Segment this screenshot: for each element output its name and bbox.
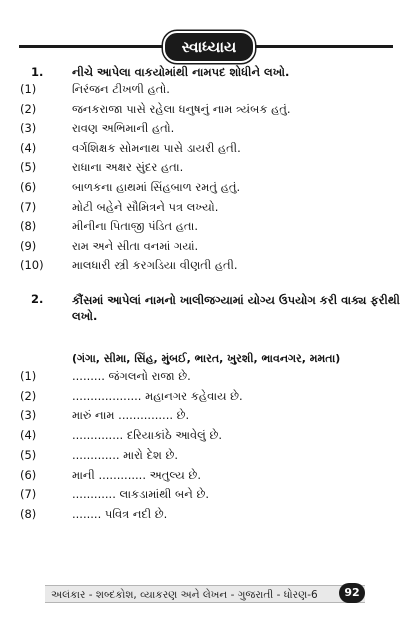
item-text: માલધારી સ્ત્રી કરગડિયા વીણતી હતી.: [72, 258, 238, 273]
item-text: રાધાના અક્ષર સુંદર હતા.: [72, 160, 184, 175]
item-number: (6): [20, 467, 37, 482]
word-options: (ગંગા, સીમા, સિંહ, મુંબઈ, ભારત, ખુરશી, ભાવનગર, મમતા): [72, 352, 341, 365]
item-text: ............. મારો દેશ છે.: [72, 447, 179, 462]
item-text: રામ અને સીતા વનમાં ગયાં.: [72, 238, 199, 253]
item-text: ........ પવિત્ર નદી છે.: [72, 506, 168, 521]
question-instruction: નીચે આપેલા વાકયોમાંથી નામપદ શોધીને લખો.: [72, 65, 290, 79]
item-number: (2): [20, 388, 37, 403]
question-number: 2.: [31, 292, 44, 306]
item-text: .............. દરિયાકાંઠે આવેલું છે.: [72, 428, 223, 443]
item-number: (10): [20, 258, 44, 273]
item-number: (3): [20, 408, 37, 423]
item-number: (3): [20, 121, 37, 136]
item-text: મોટી બહેને સૌમિત્રને પત્ર લખ્યો.: [72, 199, 219, 214]
item-number: (1): [20, 369, 37, 383]
question-instruction: કૌંસમાં આપેલાં નામનો ખાલીજગ્યામાં યોગ્ય ઉપયોગ કરી વાક્ય ફરીથી લખો.: [72, 293, 400, 323]
item-number: (8): [20, 506, 37, 521]
item-number: (2): [20, 101, 37, 116]
section-title: સ્વાધ્યાય: [163, 31, 255, 63]
item-number: (1): [20, 82, 37, 96]
item-number: (6): [20, 180, 37, 194]
item-number: (4): [20, 428, 37, 443]
item-number: (4): [20, 140, 37, 155]
item-number: (7): [20, 487, 37, 502]
question-number: 1.: [31, 65, 44, 79]
item-text: ................... મહાનગર કહેવાય છે.: [72, 388, 243, 403]
item-number: (8): [20, 219, 37, 234]
item-number: (5): [20, 160, 37, 175]
page-number: 92: [339, 583, 365, 603]
item-text: ............ લાકડામાંથી બને છે.: [72, 487, 209, 502]
item-text: વર્ગશિક્ષક સોમનાથ પાસે ડાયરી હતી.: [72, 140, 241, 155]
item-text: રાવણ અભિમાની હતો.: [72, 121, 175, 136]
item-text: નિરંજન ટીખળી હતો.: [72, 82, 170, 96]
footer-book-title: અલંકાર - શબ્દકોશ, વ્યાકરણ અને લેખન - ગુજરાતી - ધોરણ-6: [45, 585, 365, 603]
item-text: માની ............. અતુલ્ય છે.: [72, 467, 201, 482]
item-text: ......... જંગલનો રાજા છે.: [72, 369, 191, 383]
item-number: (5): [20, 447, 37, 462]
item-text: બાળકના હાથમાં સિંહબાળ રમતું હતું.: [72, 180, 241, 194]
item-number: (7): [20, 199, 37, 214]
item-text: મારું નામ ............... છે.: [72, 408, 190, 423]
item-text: મીનીના પિતાજી પંડિત હતા.: [72, 219, 199, 234]
item-number: (9): [20, 238, 37, 253]
item-text: જનકરાજા પાસે રહેલા ધનુષનું નામ ત્ર્યંબક હતું.: [72, 101, 291, 116]
